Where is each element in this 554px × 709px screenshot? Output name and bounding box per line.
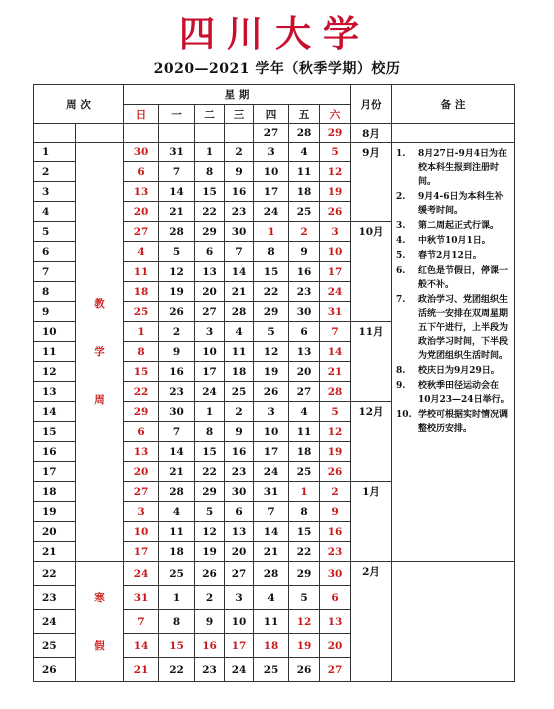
- day-cell: 17: [195, 362, 225, 382]
- day-cell: 7: [159, 162, 195, 182]
- day-cell: 20: [195, 282, 225, 302]
- note-item: [396, 364, 510, 378]
- day-cell: 5: [320, 402, 351, 422]
- week-number: 17: [34, 462, 76, 482]
- day-cell: 23: [289, 282, 320, 302]
- day-cell: 21: [320, 362, 351, 382]
- day-cell: 24: [195, 382, 225, 402]
- day-cell: 14: [124, 634, 159, 658]
- week-number: 10: [34, 322, 76, 342]
- day-cell: 28: [159, 222, 195, 242]
- note-number: 1.: [396, 149, 406, 159]
- week-number: 5: [34, 222, 76, 242]
- day-cell: 1: [159, 586, 195, 610]
- day-cell: 16: [289, 262, 320, 282]
- day-cell: 13: [289, 342, 320, 362]
- day-cell: 28: [225, 302, 254, 322]
- day-cell: 20: [289, 362, 320, 382]
- day-cell: 15: [254, 262, 289, 282]
- day-cell: 16: [225, 442, 254, 462]
- note-text: 中秋节10月1日。: [418, 236, 491, 246]
- note-item: [396, 379, 510, 407]
- day-cell: 14: [254, 522, 289, 542]
- day-cell: 13: [225, 522, 254, 542]
- note-text: 8月27日-9月4日为在校本科生报到注册时间。: [418, 149, 508, 187]
- day-cell: 16: [320, 522, 351, 542]
- day-cell: 15: [195, 442, 225, 462]
- day-cell: 24: [225, 658, 254, 682]
- week-number: 19: [34, 502, 76, 522]
- day-cell: 6: [195, 242, 225, 262]
- day-cell: [225, 124, 254, 143]
- note-number: 9.: [396, 381, 406, 391]
- day-cell: 6: [124, 162, 159, 182]
- week-number: 1: [34, 143, 76, 162]
- day-cell: 6: [124, 422, 159, 442]
- day-cell: 9: [225, 162, 254, 182]
- day-cell: 11: [289, 162, 320, 182]
- note-number: 2.: [396, 192, 406, 202]
- day-cell: [195, 124, 225, 143]
- day-cell: 11: [225, 342, 254, 362]
- week-number: 18: [34, 482, 76, 502]
- day-cell: 8: [195, 162, 225, 182]
- day-cell: 17: [320, 262, 351, 282]
- day-cell: 26: [159, 302, 195, 322]
- period-char: 学: [94, 346, 105, 358]
- day-cell: 9: [195, 610, 225, 634]
- day-cell: 13: [124, 182, 159, 202]
- day-cell: 30: [289, 302, 320, 322]
- notes-header: 备 注: [392, 85, 515, 124]
- day-cell: 5: [320, 143, 351, 162]
- notes-blank: [392, 562, 515, 682]
- day-cell: 20: [124, 202, 159, 222]
- day-cell: 31: [254, 482, 289, 502]
- note-text: 9月4-6日为本科生补缓考时间。: [418, 192, 504, 216]
- day-cell: 10: [195, 342, 225, 362]
- note-number: 6.: [396, 266, 406, 276]
- weekday-group-header: 星 期: [124, 85, 351, 105]
- day-cell: 26: [289, 658, 320, 682]
- day-cell: 24: [254, 462, 289, 482]
- day-cell: 18: [289, 182, 320, 202]
- day-cell: 9: [159, 342, 195, 362]
- period-cell: [76, 124, 124, 143]
- day-cell: 18: [124, 282, 159, 302]
- university-name: 四川大学: [178, 13, 372, 54]
- day-cell: 10: [225, 610, 254, 634]
- day-cell: [159, 124, 195, 143]
- week-number: 2: [34, 162, 76, 182]
- day-cell: 3: [225, 586, 254, 610]
- day-cell: 4: [159, 502, 195, 522]
- note-number: 3.: [396, 221, 406, 231]
- day-cell: 30: [320, 562, 351, 586]
- day-cell: 21: [159, 462, 195, 482]
- day-cell: 31: [124, 586, 159, 610]
- day-cell: 29: [195, 222, 225, 242]
- note-item: [396, 293, 510, 363]
- day-cell: 25: [159, 562, 195, 586]
- day-cell: 3: [320, 222, 351, 242]
- day-cell: 2: [289, 222, 320, 242]
- week-number: 22: [34, 562, 76, 586]
- day-cell: 22: [289, 542, 320, 562]
- day-cell: 22: [195, 202, 225, 222]
- day-cell: 5: [254, 322, 289, 342]
- day-cell: 27: [195, 302, 225, 322]
- day-cell: 2: [320, 482, 351, 502]
- weekday-header: 一: [159, 105, 195, 124]
- day-cell: 10: [254, 162, 289, 182]
- day-cell: 1: [195, 402, 225, 422]
- period-char: 教: [94, 298, 105, 310]
- day-cell: 22: [159, 658, 195, 682]
- day-cell: 8: [254, 242, 289, 262]
- note-item: [396, 408, 510, 436]
- day-cell: 9: [289, 242, 320, 262]
- day-cell: 26: [254, 382, 289, 402]
- day-cell: 20: [320, 634, 351, 658]
- day-cell: 11: [289, 422, 320, 442]
- day-cell: 30: [225, 222, 254, 242]
- day-cell: 19: [254, 362, 289, 382]
- day-cell: 30: [124, 143, 159, 162]
- day-cell: 23: [195, 658, 225, 682]
- note-item: [396, 234, 510, 248]
- week-number: [34, 124, 76, 143]
- week-number: 23: [34, 586, 76, 610]
- day-cell: 25: [254, 658, 289, 682]
- period-char: 假: [94, 639, 105, 652]
- weekday-header: 二: [195, 105, 225, 124]
- notes-blank: [392, 124, 515, 143]
- day-cell: 21: [159, 202, 195, 222]
- day-cell: 5: [159, 242, 195, 262]
- day-cell: 23: [225, 462, 254, 482]
- day-cell: 14: [159, 182, 195, 202]
- day-cell: 30: [225, 482, 254, 502]
- day-cell: 21: [124, 658, 159, 682]
- day-cell: 30: [159, 402, 195, 422]
- note-text: 校庆日为9月29日。: [418, 366, 500, 376]
- week-number: 24: [34, 610, 76, 634]
- day-cell: 4: [225, 322, 254, 342]
- day-cell: 13: [195, 262, 225, 282]
- day-cell: 6: [225, 502, 254, 522]
- month-label: 10月: [351, 222, 392, 322]
- teaching-period-label: [76, 143, 124, 562]
- day-cell: 18: [225, 362, 254, 382]
- week-number: 9: [34, 302, 76, 322]
- day-cell: 8: [124, 342, 159, 362]
- day-cell: 4: [289, 143, 320, 162]
- day-cell: 21: [225, 282, 254, 302]
- day-cell: 27: [289, 382, 320, 402]
- day-cell: 8: [289, 502, 320, 522]
- week-number: 16: [34, 442, 76, 462]
- day-cell: 1: [124, 322, 159, 342]
- note-text: 政治学习、党团组织生活统一安排在双周星期五下午进行，上半段为政治学习时间，下半段为党团组织生活时间。: [418, 295, 509, 361]
- day-cell: 13: [124, 442, 159, 462]
- day-cell: 7: [124, 610, 159, 634]
- month-label: 8月: [351, 124, 392, 143]
- calendar-row: [34, 124, 515, 143]
- day-cell: 24: [124, 562, 159, 586]
- day-cell: 18: [254, 634, 289, 658]
- note-text: 春节2月12日。: [418, 251, 482, 261]
- day-cell: 27: [320, 658, 351, 682]
- day-cell: 20: [225, 542, 254, 562]
- note-text: 校秋季田径运动会在10月23—24日举行。: [418, 381, 510, 405]
- day-cell: 19: [195, 542, 225, 562]
- day-cell: 18: [289, 442, 320, 462]
- day-cell: 26: [320, 202, 351, 222]
- day-cell: 26: [320, 462, 351, 482]
- day-cell: [124, 124, 159, 143]
- week-number: 8: [34, 282, 76, 302]
- day-cell: 1: [289, 482, 320, 502]
- week-number: 3: [34, 182, 76, 202]
- week-number: 11: [34, 342, 76, 362]
- calendar-table: [33, 84, 515, 682]
- day-cell: 2: [159, 322, 195, 342]
- period-char: 寒: [94, 591, 105, 604]
- day-cell: 7: [320, 322, 351, 342]
- note-item: [396, 249, 510, 263]
- month-header: 月份: [351, 85, 392, 124]
- day-cell: 15: [289, 522, 320, 542]
- day-cell: 17: [254, 442, 289, 462]
- day-cell: 19: [320, 442, 351, 462]
- day-cell: 25: [289, 462, 320, 482]
- day-cell: 23: [320, 542, 351, 562]
- day-cell: 27: [225, 562, 254, 586]
- day-cell: 31: [320, 302, 351, 322]
- day-cell: 13: [320, 610, 351, 634]
- day-cell: 6: [289, 322, 320, 342]
- university-logo: [162, 10, 388, 54]
- day-cell: 11: [254, 610, 289, 634]
- note-item: [396, 147, 510, 189]
- day-cell: 31: [159, 143, 195, 162]
- day-cell: 16: [195, 634, 225, 658]
- week-number: 26: [34, 658, 76, 682]
- day-cell: 12: [195, 522, 225, 542]
- day-cell: 15: [159, 634, 195, 658]
- day-cell: 3: [195, 322, 225, 342]
- month-label: 11月: [351, 322, 392, 402]
- day-cell: 4: [289, 402, 320, 422]
- note-item: [396, 219, 510, 233]
- day-cell: 8: [195, 422, 225, 442]
- weekday-header: 五: [289, 105, 320, 124]
- day-cell: 23: [159, 382, 195, 402]
- day-cell: 4: [124, 242, 159, 262]
- note-number: 10.: [396, 410, 412, 420]
- notes-list: [396, 147, 510, 436]
- month-label: 2月: [351, 562, 392, 682]
- week-number: 25: [34, 634, 76, 658]
- page-title: 2020—2021 学年（秋季学期）校历: [153, 61, 401, 77]
- day-cell: 29: [289, 562, 320, 586]
- week-header: 周 次: [34, 85, 124, 124]
- day-cell: 1: [195, 143, 225, 162]
- weekday-header: 日: [124, 105, 159, 124]
- day-cell: 27: [124, 482, 159, 502]
- note-text: 红色是节假日，停课一般不补。: [418, 266, 509, 290]
- day-cell: 11: [124, 262, 159, 282]
- day-cell: 10: [320, 242, 351, 262]
- day-cell: 15: [124, 362, 159, 382]
- weekday-header: 四: [254, 105, 289, 124]
- day-cell: 24: [254, 202, 289, 222]
- day-cell: 16: [225, 182, 254, 202]
- week-number: 4: [34, 202, 76, 222]
- day-cell: 9: [320, 502, 351, 522]
- day-cell: 14: [225, 262, 254, 282]
- week-number: 6: [34, 242, 76, 262]
- calendar-row: [34, 562, 515, 586]
- day-cell: 3: [254, 143, 289, 162]
- month-label: 1月: [351, 482, 392, 562]
- day-cell: 12: [320, 162, 351, 182]
- day-cell: 29: [320, 124, 351, 143]
- day-cell: 17: [254, 182, 289, 202]
- day-cell: 10: [254, 422, 289, 442]
- day-cell: 7: [159, 422, 195, 442]
- period-char: 周: [94, 394, 105, 406]
- day-cell: 20: [124, 462, 159, 482]
- calendar-row: [34, 143, 515, 162]
- day-cell: 28: [254, 562, 289, 586]
- day-cell: 22: [254, 282, 289, 302]
- day-cell: 1: [254, 222, 289, 242]
- day-cell: 19: [159, 282, 195, 302]
- day-cell: 14: [159, 442, 195, 462]
- day-cell: 6: [320, 586, 351, 610]
- note-number: 4.: [396, 236, 406, 246]
- weekday-header: 六: [320, 105, 351, 124]
- day-cell: 7: [254, 502, 289, 522]
- note-text: 第二周起正式行课。: [418, 221, 500, 231]
- week-number: 12: [34, 362, 76, 382]
- day-cell: 4: [254, 586, 289, 610]
- day-cell: 14: [320, 342, 351, 362]
- day-cell: 12: [254, 342, 289, 362]
- day-cell: 16: [159, 362, 195, 382]
- month-label: 9月: [351, 143, 392, 222]
- note-number: 5.: [396, 251, 406, 261]
- weekday-header: 三: [225, 105, 254, 124]
- day-cell: 22: [195, 462, 225, 482]
- day-cell: 15: [195, 182, 225, 202]
- day-cell: 23: [225, 202, 254, 222]
- day-cell: 25: [289, 202, 320, 222]
- note-number: 8.: [396, 366, 406, 376]
- day-cell: 9: [225, 422, 254, 442]
- day-cell: 2: [225, 402, 254, 422]
- week-number: 14: [34, 402, 76, 422]
- day-cell: 12: [289, 610, 320, 634]
- day-cell: 27: [124, 222, 159, 242]
- note-item: [396, 190, 510, 218]
- month-label: 12月: [351, 402, 392, 482]
- day-cell: 11: [159, 522, 195, 542]
- week-number: 21: [34, 542, 76, 562]
- note-number: 7.: [396, 295, 406, 305]
- day-cell: 5: [289, 586, 320, 610]
- day-cell: 19: [320, 182, 351, 202]
- day-cell: 26: [195, 562, 225, 586]
- day-cell: 27: [254, 124, 289, 143]
- day-cell: 8: [159, 610, 195, 634]
- day-cell: 12: [320, 422, 351, 442]
- day-cell: 25: [225, 382, 254, 402]
- day-cell: 17: [124, 542, 159, 562]
- day-cell: 22: [124, 382, 159, 402]
- week-number: 15: [34, 422, 76, 442]
- week-number: 7: [34, 262, 76, 282]
- day-cell: 29: [254, 302, 289, 322]
- week-number: 20: [34, 522, 76, 542]
- note-item: [396, 264, 510, 292]
- day-cell: 2: [225, 143, 254, 162]
- day-cell: 29: [195, 482, 225, 502]
- day-cell: 17: [225, 634, 254, 658]
- day-cell: 28: [320, 382, 351, 402]
- day-cell: 29: [124, 402, 159, 422]
- day-cell: 18: [159, 542, 195, 562]
- day-cell: 12: [159, 262, 195, 282]
- day-cell: 7: [225, 242, 254, 262]
- day-cell: 28: [159, 482, 195, 502]
- holiday-period-label: [76, 562, 124, 682]
- day-cell: 5: [195, 502, 225, 522]
- day-cell: 2: [195, 586, 225, 610]
- day-cell: 3: [254, 402, 289, 422]
- day-cell: 21: [254, 542, 289, 562]
- day-cell: 3: [124, 502, 159, 522]
- day-cell: 24: [320, 282, 351, 302]
- day-cell: 25: [124, 302, 159, 322]
- notes-cell: [392, 143, 515, 562]
- day-cell: 19: [289, 634, 320, 658]
- week-number: 13: [34, 382, 76, 402]
- day-cell: 10: [124, 522, 159, 542]
- day-cell: 28: [289, 124, 320, 143]
- note-text: 学校可根据实时情况调整校历安排。: [418, 410, 509, 434]
